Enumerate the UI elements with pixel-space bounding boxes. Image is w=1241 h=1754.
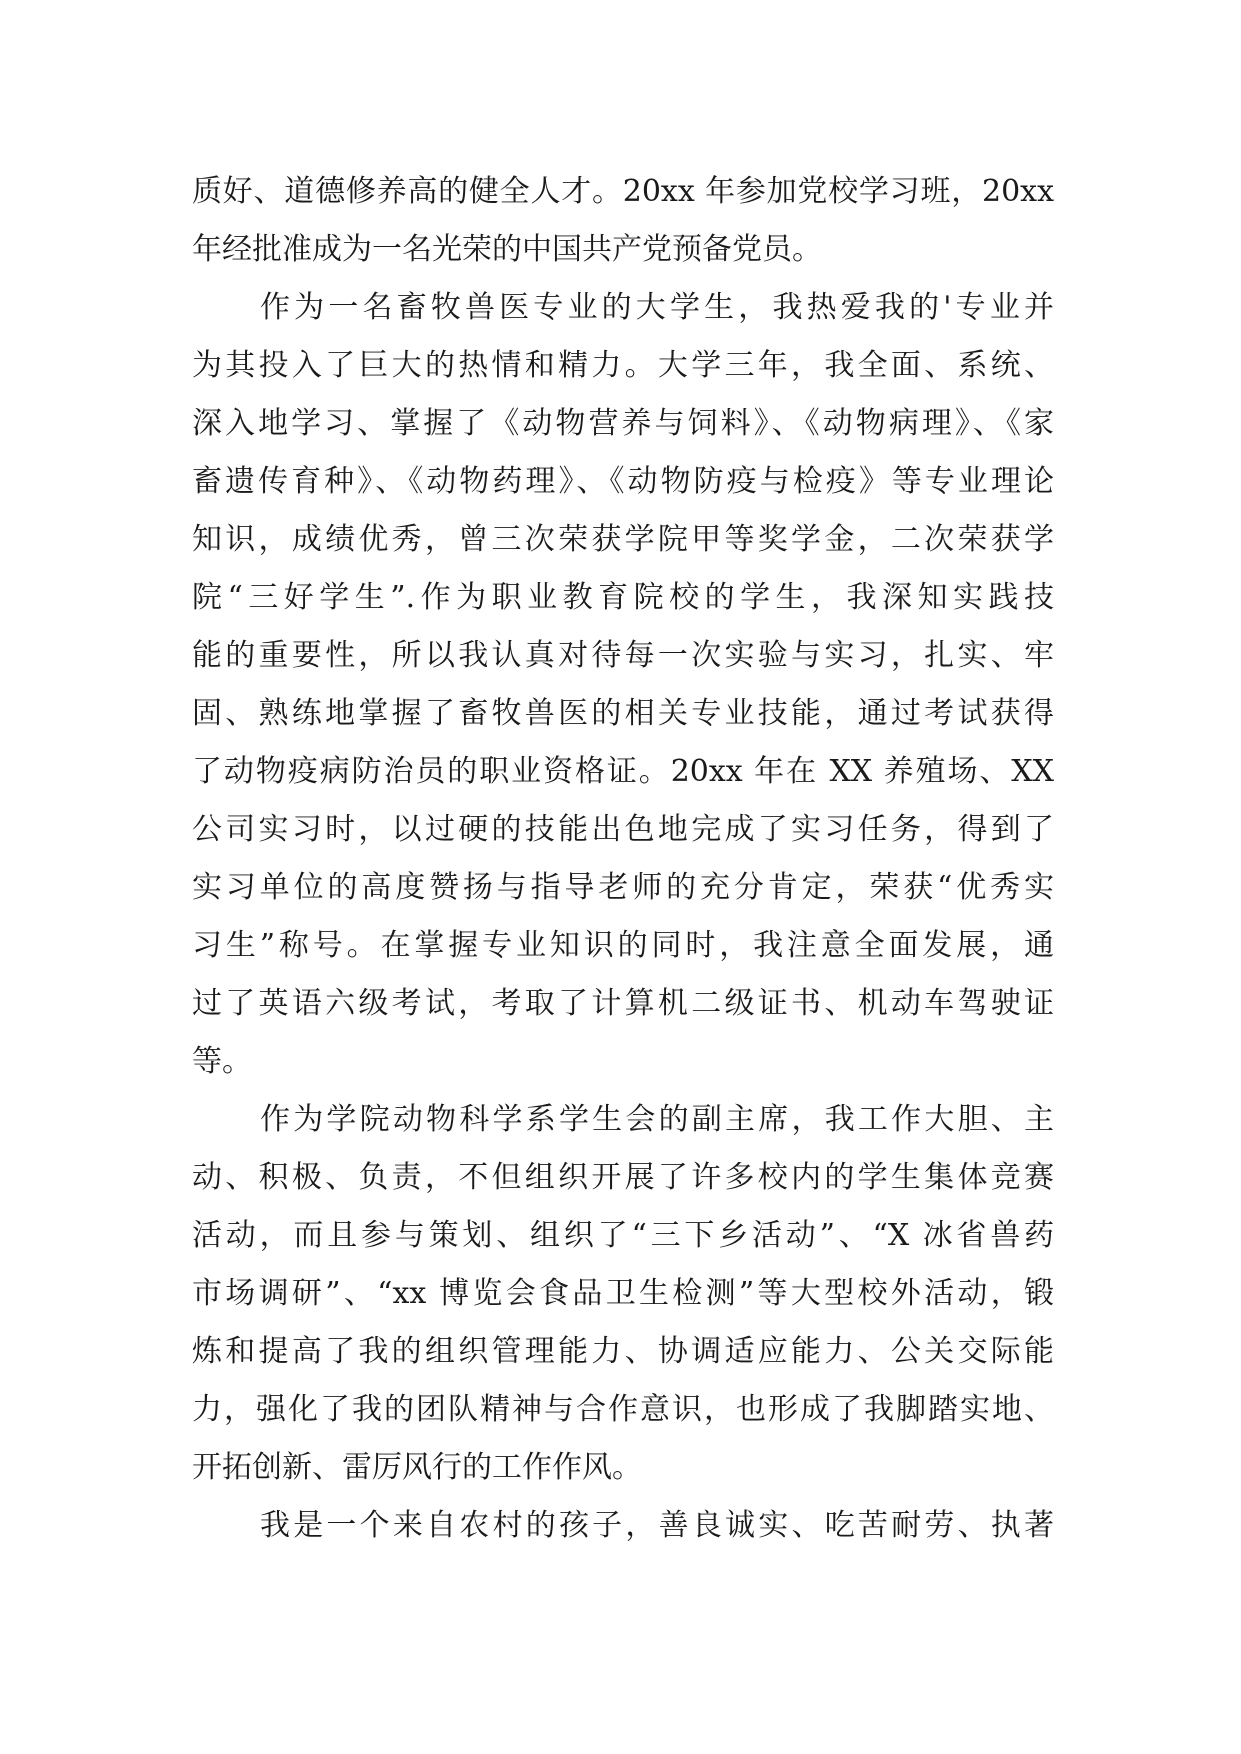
document-line: 活动，而且参与策划、组织了“三下乡活动”、“X 冰省兽药 — [192, 1218, 1054, 1253]
document-body — [192, 163, 1054, 1555]
document-line: 畜遗传育种》、《动物药理》、《动物防疫与检疫》等专业理论 — [192, 464, 1054, 499]
document-line: 年经批准成为一名光荣的中国共产党预备党员。 — [192, 232, 822, 267]
document-line: 作为学院动物科学系学生会的副主席，我工作大胆、主 — [260, 1102, 1054, 1137]
document-line: 知识，成绩优秀，曾三次荣获学院甲等奖学金，二次荣获学 — [192, 522, 1054, 557]
document-line: 为其投入了巨大的热情和精力。大学三年，我全面、系统、 — [192, 348, 1054, 383]
document-line: 动、积极、负责，不但组织开展了许多校内的学生集体竞赛 — [192, 1160, 1054, 1195]
document-line: 能的重要性，所以我认真对待每一次实验与实习，扎实、牢 — [192, 638, 1054, 673]
document-line: 习生”称号。在掌握专业知识的同时，我注意全面发展，通 — [192, 928, 1054, 963]
document-line: 院“三好学生”.作为职业教育院校的学生，我深知实践技 — [192, 580, 1054, 615]
document-line: 我是一个来自农村的孩子，善良诚实、吃苦耐劳、执著 — [260, 1508, 1054, 1543]
document-line: 质好、道德修养高的健全人才。20xx 年参加党校学习班，20xx — [192, 174, 1054, 209]
document-line: 市场调研”、“xx 博览会食品卫生检测”等大型校外活动，锻 — [192, 1276, 1054, 1311]
document-line: 公司实习时，以过硬的技能出色地完成了实习任务，得到了 — [192, 812, 1054, 847]
document-line: 力，强化了我的团队精神与合作意识，也形成了我脚踏实地、 — [192, 1392, 1054, 1427]
document-line: 实习单位的高度赞扬与指导老师的充分肯定，荣获“优秀实 — [192, 870, 1054, 905]
document-line: 等。 — [192, 1044, 252, 1079]
document-line: 了动物疫病防治员的职业资格证。20xx 年在 XX 养殖场、XX — [192, 754, 1054, 789]
document-line: 作为一名畜牧兽医专业的大学生，我热爱我的'专业并 — [260, 290, 1054, 325]
document-line: 开拓创新、雷厉风行的工作作风。 — [192, 1450, 642, 1485]
document-line: 炼和提高了我的组织管理能力、协调适应能力、公关交际能 — [192, 1334, 1054, 1369]
document-line: 过了英语六级考试，考取了计算机二级证书、机动车驾驶证 — [192, 986, 1054, 1021]
document-line: 固、熟练地掌握了畜牧兽医的相关专业技能，通过考试获得 — [192, 696, 1054, 731]
document-line: 深入地学习、掌握了《动物营养与饲料》、《动物病理》、《家 — [192, 406, 1054, 441]
